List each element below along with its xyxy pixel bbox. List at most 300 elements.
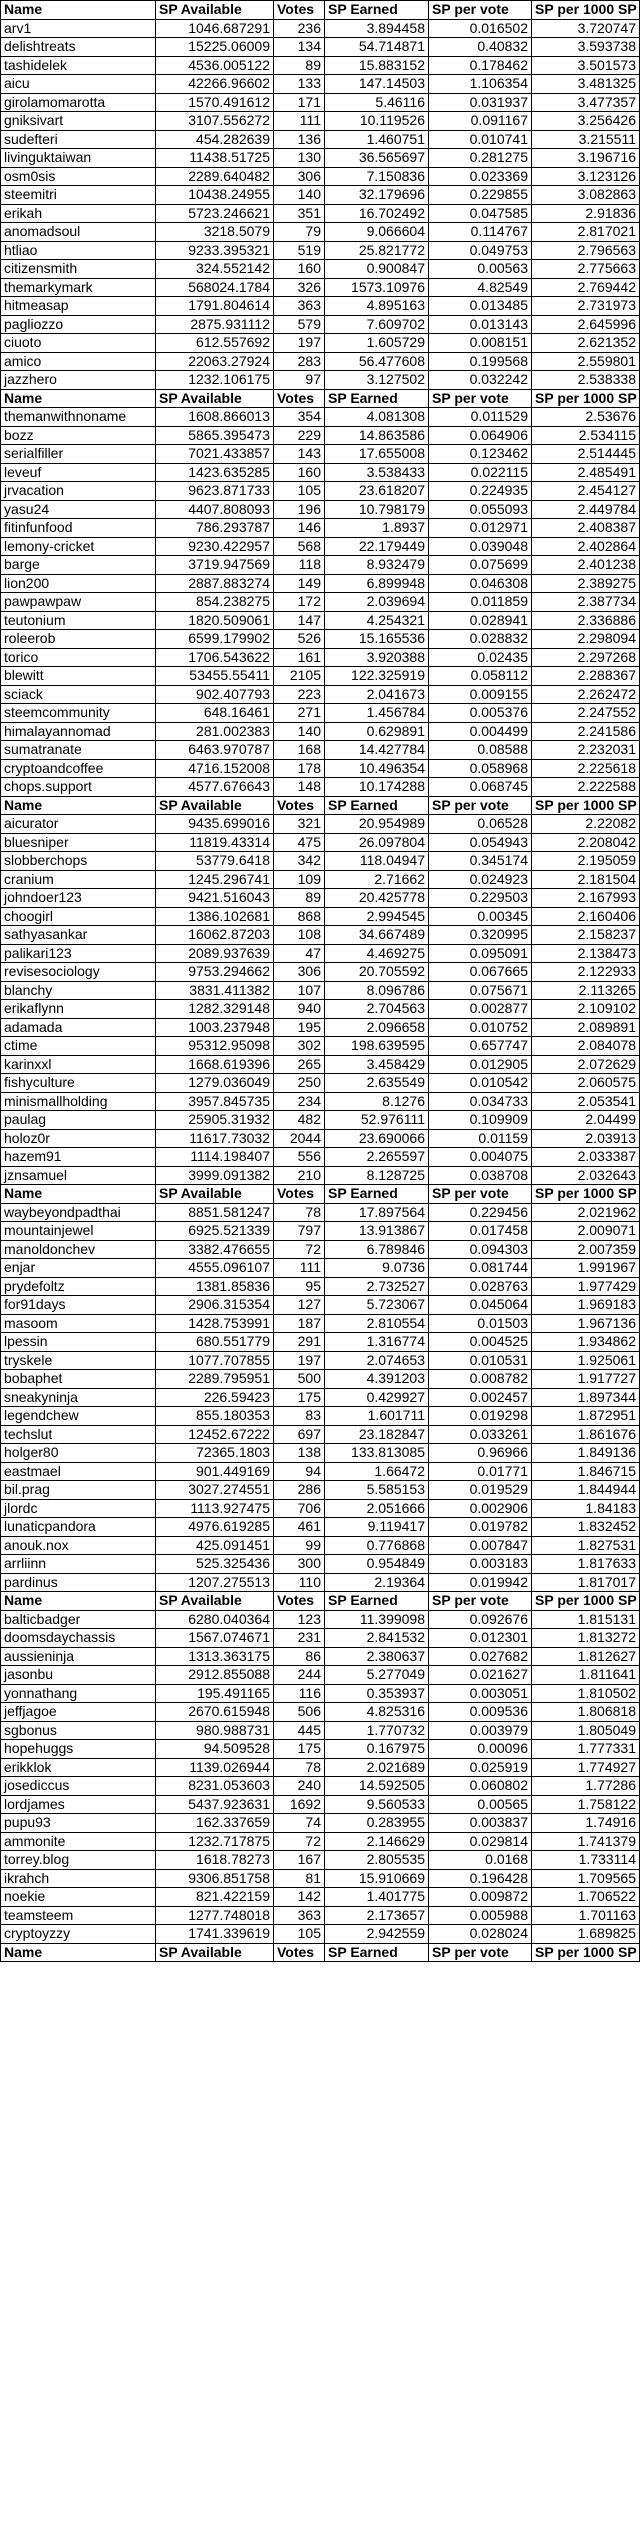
cell-sp-per-1000-sp: 1.805049 (531, 1722, 640, 1740)
cell-sp-per-vote: 0.224935 (428, 482, 531, 500)
cell-sp-available: 4555.096107 (155, 1259, 273, 1277)
cell-sp-per-1000-sp: 2.53676 (531, 408, 640, 426)
cell-sp-per-vote: 0.010752 (428, 1019, 531, 1037)
cell-sp-earned: 5.277049 (324, 1666, 428, 1684)
cell-sp-earned: 54.714871 (324, 38, 428, 56)
cell-sp-per-vote: 0.028832 (428, 630, 531, 648)
table-row (0, 1703, 640, 1722)
cell-sp-per-vote: 0.075699 (428, 556, 531, 574)
cell-sp-available: 4577.676643 (155, 778, 273, 796)
cell-sp-available: 1608.866013 (155, 408, 273, 426)
cell-sp-available: 3831.411382 (155, 982, 273, 1000)
cell-sp-available: 786.293787 (155, 519, 273, 537)
cell-sp-per-vote: 0.027682 (428, 1648, 531, 1666)
cell-votes: 175 (273, 1740, 324, 1758)
cell-sp-per-1000-sp: 2.181504 (531, 871, 640, 889)
cell-votes: 321 (273, 815, 324, 833)
cell-votes: 95 (273, 1278, 324, 1296)
cell-sp-per-1000-sp: 1.701163 (531, 1907, 640, 1925)
header-sp-available: SP Available (155, 1592, 273, 1610)
header-sp-available: SP Available (155, 1185, 273, 1203)
table-row (0, 1907, 640, 1926)
cell-sp-earned: 2.041673 (324, 686, 428, 704)
cell-sp-per-vote: 0.005988 (428, 1907, 531, 1925)
cell-sp-available: 2289.640482 (155, 168, 273, 186)
cell-sp-per-vote: 0.004525 (428, 1333, 531, 1351)
header-row (0, 1592, 640, 1611)
cell-name: lion200 (0, 575, 155, 593)
cell-sp-available: 94.509528 (155, 1740, 273, 1758)
table-row (0, 630, 640, 649)
cell-name: fitinfunfood (0, 519, 155, 537)
cell-votes: 302 (273, 1037, 324, 1055)
cell-sp-available: 1277.748018 (155, 1907, 273, 1925)
cell-sp-available: 3218.5079 (155, 223, 273, 241)
cell-sp-available: 12452.67222 (155, 1426, 273, 1444)
cell-sp-available: 568024.1784 (155, 279, 273, 297)
cell-votes: 89 (273, 57, 324, 75)
cell-name: barge (0, 556, 155, 574)
table-row (0, 316, 640, 335)
table-row (0, 1259, 640, 1278)
table-row (0, 1925, 640, 1944)
table-row (0, 279, 640, 298)
cell-sp-per-vote: 0.023369 (428, 168, 531, 186)
cell-sp-available: 1820.509061 (155, 612, 273, 630)
cell-votes: 500 (273, 1370, 324, 1388)
table-row (0, 94, 640, 113)
cell-sp-per-1000-sp: 3.501573 (531, 57, 640, 75)
cell-votes: 171 (273, 94, 324, 112)
cell-sp-per-vote: 0.021627 (428, 1666, 531, 1684)
cell-name: hopehuggs (0, 1740, 155, 1758)
table-row (0, 131, 640, 150)
cell-sp-earned: 1.401775 (324, 1888, 428, 1906)
cell-sp-earned: 4.825316 (324, 1703, 428, 1721)
cell-votes: 244 (273, 1666, 324, 1684)
cell-name: karinxxl (0, 1056, 155, 1074)
header-name: Name (0, 1185, 155, 1203)
table-row (0, 1389, 640, 1408)
cell-sp-available: 1386.102681 (155, 908, 273, 926)
table-row (0, 168, 640, 187)
cell-sp-available: 25905.31932 (155, 1111, 273, 1129)
cell-name: himalayannomad (0, 723, 155, 741)
cell-sp-per-1000-sp: 1.977429 (531, 1278, 640, 1296)
cell-sp-per-vote: 0.019529 (428, 1481, 531, 1499)
cell-sp-per-vote: 0.229456 (428, 1204, 531, 1222)
cell-sp-available: 855.180353 (155, 1407, 273, 1425)
header-sp-per-1000-sp: SP per 1000 SP (531, 1, 640, 19)
cell-votes: 140 (273, 186, 324, 204)
table-row (0, 686, 640, 705)
table-row (0, 1352, 640, 1371)
header-name: Name (0, 1, 155, 19)
cell-name: themanwithnoname (0, 408, 155, 426)
cell-name: jasonbu (0, 1666, 155, 1684)
cell-sp-per-1000-sp: 2.401238 (531, 556, 640, 574)
cell-votes: 940 (273, 1000, 324, 1018)
cell-sp-per-vote: 0.064906 (428, 427, 531, 445)
cell-sp-per-1000-sp: 1.74916 (531, 1814, 640, 1832)
cell-votes: 482 (273, 1111, 324, 1129)
cell-sp-per-1000-sp: 2.91836 (531, 205, 640, 223)
table-row (0, 1833, 640, 1852)
header-sp-per-1000-sp: SP per 1000 SP (531, 1592, 640, 1610)
table-row (0, 186, 640, 205)
cell-votes: 196 (273, 501, 324, 519)
cell-votes: 81 (273, 1870, 324, 1888)
cell-votes: 187 (273, 1315, 324, 1333)
cell-votes: 134 (273, 38, 324, 56)
table-row (0, 852, 640, 871)
cell-votes: 148 (273, 778, 324, 796)
cell-sp-per-1000-sp: 2.298094 (531, 630, 640, 648)
cell-sp-per-1000-sp: 1.689825 (531, 1925, 640, 1943)
table-row (0, 704, 640, 723)
cell-votes: 160 (273, 260, 324, 278)
cell-sp-per-vote: 0.091167 (428, 112, 531, 130)
cell-sp-earned: 0.900847 (324, 260, 428, 278)
cell-sp-per-vote: 0.00096 (428, 1740, 531, 1758)
header-name: Name (0, 1592, 155, 1610)
table-row (0, 1333, 640, 1352)
cell-sp-earned: 20.425778 (324, 889, 428, 907)
cell-votes: 143 (273, 445, 324, 463)
header-sp-available: SP Available (155, 1944, 273, 1962)
cell-name: citizensmith (0, 260, 155, 278)
table-row (0, 1537, 640, 1556)
table-row (0, 1000, 640, 1019)
cell-sp-per-1000-sp: 1.709565 (531, 1870, 640, 1888)
cell-sp-per-vote: 0.009536 (428, 1703, 531, 1721)
cell-sp-earned: 2.635549 (324, 1074, 428, 1092)
cell-sp-earned: 4.391203 (324, 1370, 428, 1388)
cell-votes: 697 (273, 1426, 324, 1444)
cell-sp-per-1000-sp: 1.827531 (531, 1537, 640, 1555)
cell-sp-per-vote: 0.029814 (428, 1833, 531, 1851)
cell-sp-earned: 1.8937 (324, 519, 428, 537)
cell-name: tryskele (0, 1352, 155, 1370)
cell-votes: 118 (273, 556, 324, 574)
cell-sp-per-vote: 0.016502 (428, 20, 531, 38)
cell-sp-available: 6599.179902 (155, 630, 273, 648)
cell-votes: 506 (273, 1703, 324, 1721)
cell-name: jazzhero (0, 371, 155, 389)
cell-sp-earned: 8.128725 (324, 1167, 428, 1185)
cell-sp-per-1000-sp: 2.208042 (531, 834, 640, 852)
cell-sp-per-vote: 0.013485 (428, 297, 531, 315)
cell-name: amico (0, 353, 155, 371)
cell-sp-available: 2089.937639 (155, 945, 273, 963)
cell-sp-per-1000-sp: 1.832452 (531, 1518, 640, 1536)
cell-name: sathyasankar (0, 926, 155, 944)
header-sp-available: SP Available (155, 390, 273, 408)
cell-sp-per-vote: 0.002906 (428, 1500, 531, 1518)
table-row (0, 649, 640, 668)
cell-sp-per-vote: 0.010542 (428, 1074, 531, 1092)
cell-sp-earned: 10.798179 (324, 501, 428, 519)
cell-sp-earned: 2.265597 (324, 1148, 428, 1166)
cell-sp-earned: 2.942559 (324, 1925, 428, 1943)
cell-sp-earned: 198.639595 (324, 1037, 428, 1055)
cell-votes: 47 (273, 945, 324, 963)
cell-sp-per-vote: 0.049753 (428, 242, 531, 260)
cell-sp-per-1000-sp: 1.810502 (531, 1685, 640, 1703)
cell-sp-earned: 5.723067 (324, 1296, 428, 1314)
cell-votes: 2105 (273, 667, 324, 685)
header-sp-per-vote: SP per vote (428, 1944, 531, 1962)
cell-sp-earned: 15.883152 (324, 57, 428, 75)
cell-sp-per-1000-sp: 2.195059 (531, 852, 640, 870)
cell-sp-available: 4407.808093 (155, 501, 273, 519)
table-row (0, 1518, 640, 1537)
cell-name: blewitt (0, 667, 155, 685)
table-row (0, 1370, 640, 1389)
cell-sp-per-vote: 0.00345 (428, 908, 531, 926)
cell-sp-available: 3999.091382 (155, 1167, 273, 1185)
cell-sp-per-1000-sp: 2.297268 (531, 649, 640, 667)
cell-votes: 223 (273, 686, 324, 704)
cell-sp-earned: 0.954849 (324, 1555, 428, 1573)
header-sp-earned: SP Earned (324, 1, 428, 19)
cell-sp-earned: 8.932479 (324, 556, 428, 574)
cell-sp-per-vote: 0.047585 (428, 205, 531, 223)
cell-sp-per-1000-sp: 2.389275 (531, 575, 640, 593)
cell-votes: 97 (273, 371, 324, 389)
cell-sp-per-1000-sp: 3.123126 (531, 168, 640, 186)
cell-sp-available: 1279.036049 (155, 1074, 273, 1092)
cell-sp-per-1000-sp: 2.009071 (531, 1222, 640, 1240)
cell-votes: 556 (273, 1148, 324, 1166)
cell-sp-per-vote: 0.02435 (428, 649, 531, 667)
cell-votes: 74 (273, 1814, 324, 1832)
cell-votes: 130 (273, 149, 324, 167)
table-row (0, 1685, 640, 1704)
cell-sp-per-vote: 0.017458 (428, 1222, 531, 1240)
table-row (0, 464, 640, 483)
cell-sp-available: 324.552142 (155, 260, 273, 278)
cell-votes: 195 (273, 1019, 324, 1037)
cell-sp-available: 11438.51725 (155, 149, 273, 167)
cell-name: tashidelek (0, 57, 155, 75)
cell-name: delishtreats (0, 38, 155, 56)
cell-sp-earned: 22.179449 (324, 538, 428, 556)
cell-votes: 105 (273, 482, 324, 500)
cell-sp-per-vote: 0.038708 (428, 1167, 531, 1185)
cell-sp-available: 6280.040364 (155, 1611, 273, 1629)
header-row (0, 1185, 640, 1204)
header-sp-per-1000-sp: SP per 1000 SP (531, 797, 640, 815)
header-sp-per-vote: SP per vote (428, 390, 531, 408)
cell-sp-per-vote: 0.40832 (428, 38, 531, 56)
cell-sp-earned: 2.704563 (324, 1000, 428, 1018)
cell-sp-per-vote: 0.01771 (428, 1463, 531, 1481)
cell-sp-per-vote: 0.028941 (428, 612, 531, 630)
cell-sp-available: 16062.87203 (155, 926, 273, 944)
cell-sp-available: 1570.491612 (155, 94, 273, 112)
cell-sp-per-1000-sp: 1.774927 (531, 1759, 640, 1777)
cell-sp-per-1000-sp: 2.060575 (531, 1074, 640, 1092)
cell-votes: 519 (273, 242, 324, 260)
cell-sp-per-vote: 0.067665 (428, 963, 531, 981)
table-row (0, 57, 640, 76)
table-row (0, 1666, 640, 1685)
cell-name: pawpawpaw (0, 593, 155, 611)
cell-votes: 110 (273, 1574, 324, 1592)
cell-sp-earned: 1.460751 (324, 131, 428, 149)
cell-votes: 111 (273, 112, 324, 130)
cell-votes: 240 (273, 1777, 324, 1795)
cell-sp-per-1000-sp: 1.917727 (531, 1370, 640, 1388)
cell-sp-available: 901.449169 (155, 1463, 273, 1481)
cell-sp-per-vote: 0.019942 (428, 1574, 531, 1592)
cell-sp-available: 1232.106175 (155, 371, 273, 389)
cell-sp-earned: 9.0736 (324, 1259, 428, 1277)
cell-sp-earned: 13.913867 (324, 1222, 428, 1240)
cell-name: bobaphet (0, 1370, 155, 1388)
cell-sp-per-vote: 0.095091 (428, 945, 531, 963)
table-row (0, 353, 640, 372)
cell-name: hazem91 (0, 1148, 155, 1166)
cell-sp-per-vote: 0.060802 (428, 1777, 531, 1795)
cell-sp-earned: 2.732527 (324, 1278, 428, 1296)
cell-sp-earned: 16.702492 (324, 205, 428, 223)
cell-votes: 116 (273, 1685, 324, 1703)
cell-sp-per-1000-sp: 1.741379 (531, 1833, 640, 1851)
cell-sp-per-1000-sp: 2.158237 (531, 926, 640, 944)
cell-sp-earned: 122.325919 (324, 667, 428, 685)
cell-sp-available: 1207.275513 (155, 1574, 273, 1592)
cell-sp-available: 9230.422957 (155, 538, 273, 556)
cell-name: josediccus (0, 1777, 155, 1795)
cell-sp-per-1000-sp: 1.991967 (531, 1259, 640, 1277)
cell-sp-per-vote: 0.010741 (428, 131, 531, 149)
cell-name: eastmael (0, 1463, 155, 1481)
cell-sp-per-vote: 0.00563 (428, 260, 531, 278)
cell-sp-available: 1706.543622 (155, 649, 273, 667)
cell-sp-available: 6925.521339 (155, 1222, 273, 1240)
table-row (0, 260, 640, 279)
table-row (0, 926, 640, 945)
cell-votes: 147 (273, 612, 324, 630)
table-row (0, 778, 640, 797)
cell-votes: 133 (273, 75, 324, 93)
cell-sp-per-vote: 0.01159 (428, 1130, 531, 1148)
cell-name: techslut (0, 1426, 155, 1444)
cell-name: leveuf (0, 464, 155, 482)
cell-sp-earned: 2.810554 (324, 1315, 428, 1333)
cell-sp-available: 648.16461 (155, 704, 273, 722)
cell-sp-earned: 9.119417 (324, 1518, 428, 1536)
cell-name: torrey.blog (0, 1851, 155, 1869)
cell-name: osm0sis (0, 168, 155, 186)
cell-name: manoldonchev (0, 1241, 155, 1259)
cell-sp-available: 2912.855088 (155, 1666, 273, 1684)
cell-name: lunaticpandora (0, 1518, 155, 1536)
cell-sp-per-vote: 0.196428 (428, 1870, 531, 1888)
table-row (0, 1759, 640, 1778)
cell-votes: 79 (273, 223, 324, 241)
cell-sp-available: 42266.96602 (155, 75, 273, 93)
table-row (0, 112, 640, 131)
header-votes: Votes (273, 797, 324, 815)
cell-sp-per-vote: 0.024923 (428, 871, 531, 889)
cell-sp-available: 3107.556272 (155, 112, 273, 130)
cell-sp-earned: 6.789846 (324, 1241, 428, 1259)
cell-sp-per-vote: 0.123462 (428, 445, 531, 463)
cell-sp-available: 9233.395321 (155, 242, 273, 260)
header-row (0, 1944, 640, 1963)
cell-sp-per-1000-sp: 1.967136 (531, 1315, 640, 1333)
cell-sp-available: 5437.923631 (155, 1796, 273, 1814)
cell-sp-per-vote: 0.039048 (428, 538, 531, 556)
cell-name: johndoer123 (0, 889, 155, 907)
cell-sp-earned: 7.150836 (324, 168, 428, 186)
cell-name: sciack (0, 686, 155, 704)
cell-name: erikklok (0, 1759, 155, 1777)
cell-name: slobberchops (0, 852, 155, 870)
cell-votes: 108 (273, 926, 324, 944)
cell-name: serialfiller (0, 445, 155, 463)
cell-name: fishyculture (0, 1074, 155, 1092)
cell-sp-per-1000-sp: 1.934862 (531, 1333, 640, 1351)
cell-sp-earned: 10.174288 (324, 778, 428, 796)
cell-sp-per-vote: 0.003979 (428, 1722, 531, 1740)
cell-name: sneakyninja (0, 1389, 155, 1407)
cell-sp-available: 2887.883274 (155, 575, 273, 593)
cell-sp-earned: 36.565697 (324, 149, 428, 167)
cell-name: bozz (0, 427, 155, 445)
cell-votes: 231 (273, 1629, 324, 1647)
table-row (0, 908, 640, 927)
header-sp-earned: SP Earned (324, 390, 428, 408)
header-votes: Votes (273, 1592, 324, 1610)
cell-sp-per-vote: 0.028763 (428, 1278, 531, 1296)
cell-sp-earned: 1573.10976 (324, 279, 428, 297)
cell-sp-per-1000-sp: 2.032643 (531, 1167, 640, 1185)
cell-votes: 351 (273, 205, 324, 223)
cell-name: legendchew (0, 1407, 155, 1425)
table-row (0, 1629, 640, 1648)
cell-sp-available: 3027.274551 (155, 1481, 273, 1499)
cell-sp-available: 9435.699016 (155, 815, 273, 833)
cell-votes: 706 (273, 1500, 324, 1518)
cell-sp-available: 1113.927475 (155, 1500, 273, 1518)
cell-sp-per-1000-sp: 2.538338 (531, 371, 640, 389)
cell-sp-available: 1567.074671 (155, 1629, 273, 1647)
cell-sp-earned: 4.254321 (324, 612, 428, 630)
cell-sp-per-1000-sp: 1.758122 (531, 1796, 640, 1814)
cell-sp-per-vote: 0.012905 (428, 1056, 531, 1074)
cell-sp-per-1000-sp: 2.241586 (531, 723, 640, 741)
cell-sp-earned: 26.097804 (324, 834, 428, 852)
cell-sp-available: 1114.198407 (155, 1148, 273, 1166)
table-row (0, 334, 640, 353)
cell-sp-earned: 32.179696 (324, 186, 428, 204)
cell-sp-available: 53455.55411 (155, 667, 273, 685)
cell-sp-available: 425.091451 (155, 1537, 273, 1555)
cell-sp-per-1000-sp: 1.777331 (531, 1740, 640, 1758)
cell-sp-per-1000-sp: 3.593738 (531, 38, 640, 56)
cell-votes: 72 (273, 1833, 324, 1851)
cell-votes: 271 (273, 704, 324, 722)
cell-sp-earned: 17.897564 (324, 1204, 428, 1222)
cell-sp-earned: 10.119526 (324, 112, 428, 130)
cell-sp-available: 6463.970787 (155, 741, 273, 759)
cell-sp-earned: 20.705592 (324, 963, 428, 981)
cell-sp-per-vote: 0.032242 (428, 371, 531, 389)
